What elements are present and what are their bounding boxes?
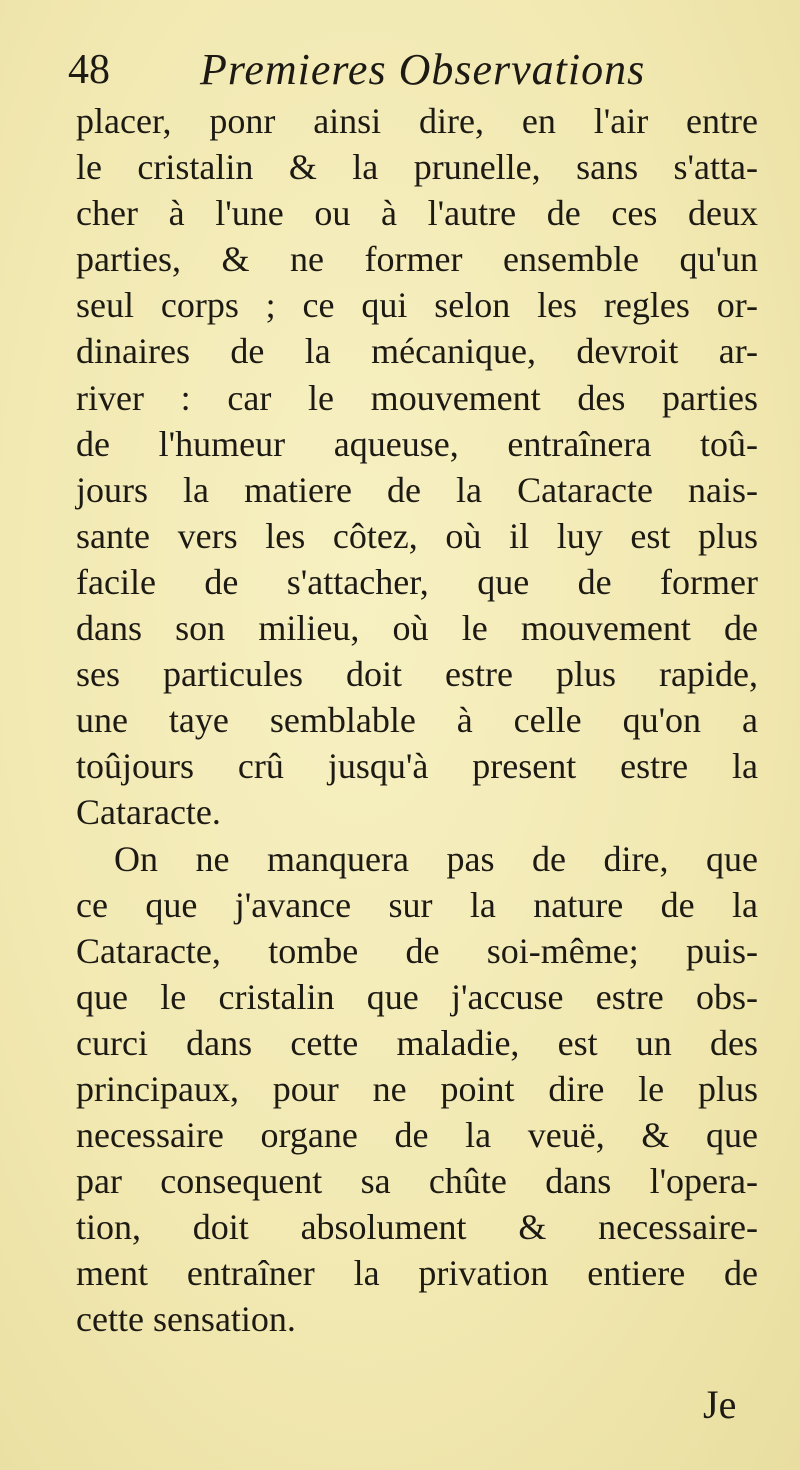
text-line: cette sensation. xyxy=(76,1299,296,1340)
text-line: sante vers les côtez, où il luy est plus xyxy=(76,515,758,556)
text-line: Cataracte, tombe de soi-même; puis- xyxy=(76,930,758,971)
text-line: facile de s'attacher, que de former xyxy=(76,561,758,602)
text-line: tion, doit absolument & necessaire- xyxy=(76,1207,758,1248)
text-line: parties, & ne former ensemble qu'un xyxy=(76,239,758,280)
paragraph-1 xyxy=(76,98,758,836)
text-line: seul corps ; ce qui selon les regles or- xyxy=(76,285,758,326)
text-line: curci dans cette maladie, est un des xyxy=(76,1022,758,1063)
paragraph-2 xyxy=(76,836,758,1343)
text-line: cher à l'une ou à l'autre de ces deux xyxy=(76,193,758,234)
text-line: dinaires de la mécanique, devroit ar- xyxy=(76,331,758,372)
catchword: Je xyxy=(703,1382,737,1427)
text-line: le cristalin & la prunelle, sans s'atta- xyxy=(76,147,758,188)
page-number: 48 xyxy=(68,47,110,93)
text-line: On ne manquera pas de dire, que xyxy=(114,838,758,879)
text-line: ce que j'avance sur la nature de la xyxy=(76,884,758,925)
text-line: jours la matiere de la Cataracte nais- xyxy=(76,469,758,510)
text-line: toûjours crû jusqu'à present estre la xyxy=(76,746,758,787)
text-line: ment entraîner la privation entiere de xyxy=(76,1253,758,1294)
text-line: que le cristalin que j'accuse estre obs- xyxy=(76,976,758,1017)
text-line: river : car le mouvement des parties xyxy=(76,377,758,418)
text-line: necessaire organe de la veuë, & que xyxy=(76,1115,758,1156)
text-line: Cataracte. xyxy=(76,792,221,833)
text-line: placer, ponr ainsi dire, en l'air entre xyxy=(76,101,758,141)
body-text xyxy=(76,98,758,1343)
running-head xyxy=(68,40,768,100)
text-line: par consequent sa chûte dans l'opera- xyxy=(76,1161,758,1202)
running-title: Premieres Observations xyxy=(200,45,646,94)
text-line: de l'humeur aqueuse, entraînera toû- xyxy=(76,423,758,464)
text-line: ses particules doit estre plus rapide, xyxy=(76,654,758,695)
text-line: principaux, pour ne point dire le plus xyxy=(76,1068,758,1109)
text-line: une taye semblable à celle qu'on a xyxy=(76,700,758,741)
text-line: dans son milieu, où le mouvement de xyxy=(76,608,758,649)
